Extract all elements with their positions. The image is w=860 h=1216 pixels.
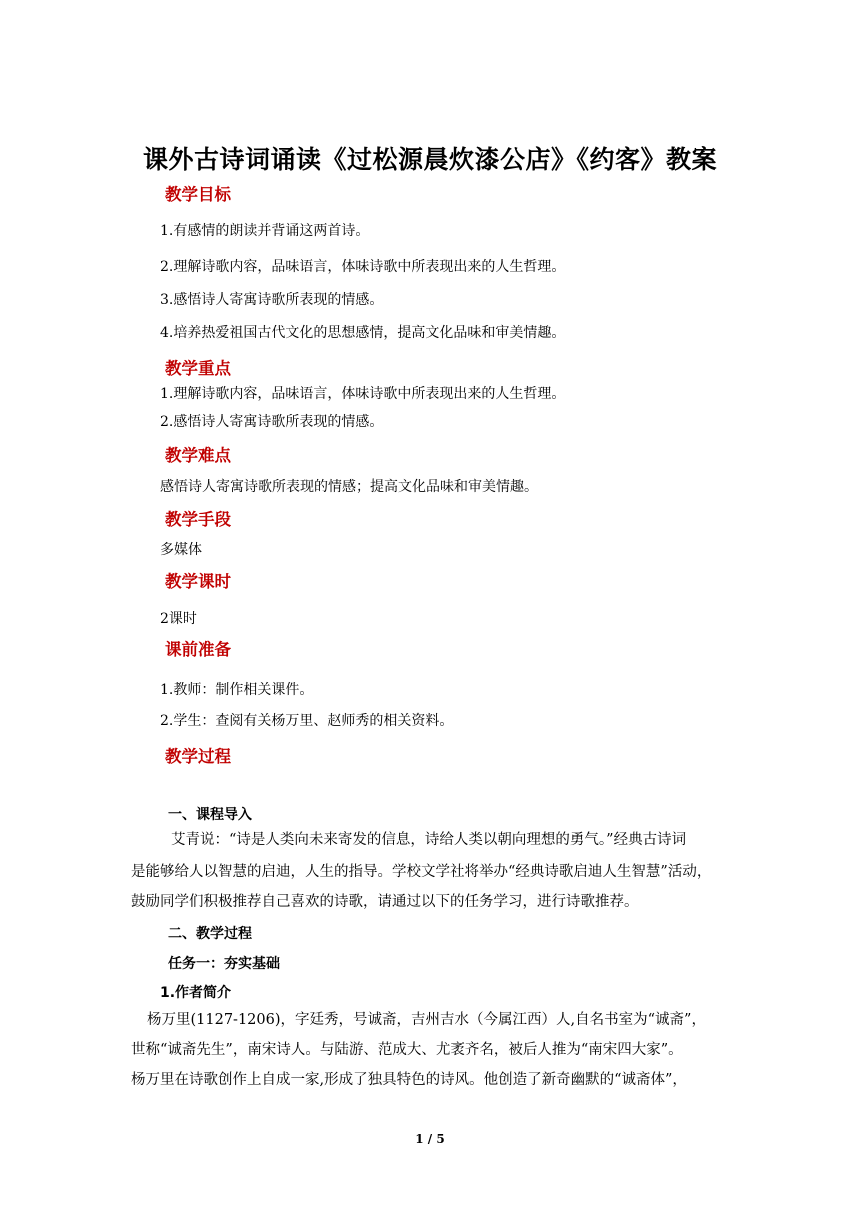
author-intro-title: 1.作者简介 bbox=[160, 985, 232, 1001]
paragraph-line: 世称“诚斋先生”，南宋诗人。与陆游、范成大、尤袤齐名，被后人推为“南宋四大家”。 bbox=[131, 1042, 683, 1058]
difficulties-text: 感悟诗人寄寓诗歌所表现的情感；提高文化品味和审美情趣。 bbox=[160, 479, 538, 495]
preparation-item: 1.教师：制作相关课件。 bbox=[160, 682, 314, 698]
task-one-title: 任务一：夯实基础 bbox=[168, 956, 280, 972]
paragraph-line: 是能够给人以智慧的启迪，人生的指导。学校文学社将举办“经典诗歌启迪人生智慧”活动， bbox=[131, 864, 712, 880]
paragraph-line: 杨万里(1127-1206)，字廷秀，号诚斋，吉州吉水（今属江西）人,自名书室为“诚斋”， bbox=[147, 1012, 706, 1028]
class-hours-text: 2课时 bbox=[160, 611, 197, 627]
heading-teaching-process: 教学过程 bbox=[165, 747, 231, 766]
key-point-item: 2.感悟诗人寄寓诗歌所表现的情感。 bbox=[160, 414, 384, 430]
paragraph-line: 艾青说：“诗是人类向未来寄发的信息，诗给人类以朝向理想的勇气。”经典古诗词 bbox=[171, 832, 687, 848]
section-intro-title: 一、课程导入 bbox=[168, 807, 252, 823]
page-number: 1 / 5 bbox=[415, 1132, 445, 1146]
heading-key-points: 教学重点 bbox=[165, 359, 231, 378]
heading-difficulties: 教学难点 bbox=[165, 446, 231, 465]
goal-item: 1.有感情的朗读并背诵这两首诗。 bbox=[160, 223, 370, 239]
paragraph-line: 杨万里在诗歌创作上自成一家,形成了独具特色的诗风。他创造了新奇幽默的“诚斋体”， bbox=[131, 1072, 687, 1088]
goal-item: 3.感悟诗人寄寓诗歌所表现的情感。 bbox=[160, 292, 384, 308]
heading-teaching-means: 教学手段 bbox=[165, 510, 231, 529]
heading-class-hours: 教学课时 bbox=[165, 572, 231, 591]
preparation-item: 2.学生：查阅有关杨万里、赵师秀的相关资料。 bbox=[160, 713, 454, 729]
goal-item: 4.培养热爱祖国古代文化的思想感情，提高文化品味和审美情趣。 bbox=[160, 325, 566, 341]
paragraph-line: 鼓励同学们积极推荐自己喜欢的诗歌，请通过以下的任务学习，进行诗歌推荐。 bbox=[131, 894, 639, 910]
teaching-means-text: 多媒体 bbox=[160, 542, 202, 558]
key-point-item: 1.理解诗歌内容，品味语言，体味诗歌中所表现出来的人生哲理。 bbox=[160, 386, 566, 402]
goal-item: 2.理解诗歌内容，品味语言，体味诗歌中所表现出来的人生哲理。 bbox=[160, 259, 566, 275]
document-title: 课外古诗词诵读《过松源晨炊漆公店》《约客》教案 bbox=[142, 145, 717, 174]
section-process-title: 二、教学过程 bbox=[168, 926, 252, 942]
heading-teaching-goals: 教学目标 bbox=[165, 185, 231, 204]
heading-preparation: 课前准备 bbox=[165, 640, 231, 659]
